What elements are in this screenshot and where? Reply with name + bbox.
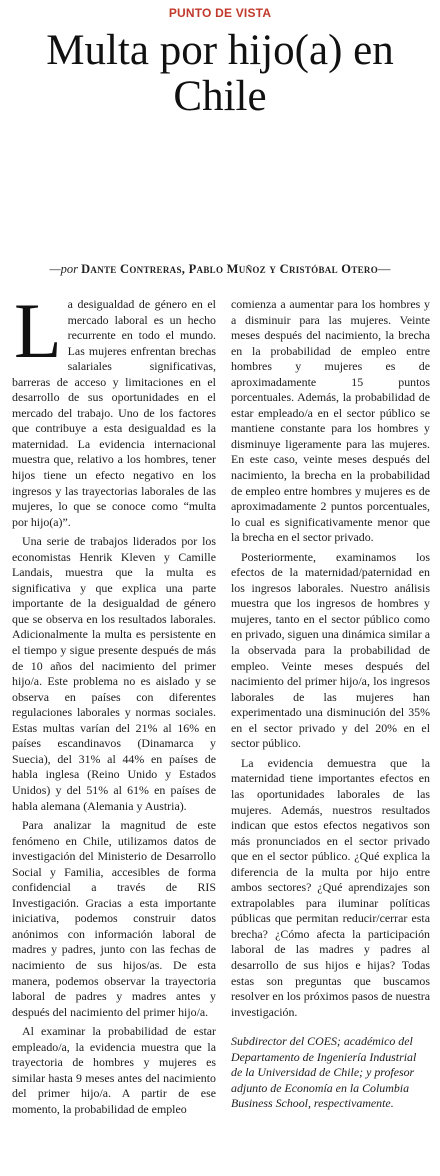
article-paragraph: Posteriormente, examinamos los efectos de la maternidad/paternidad en los ingresos laborales. Nuestro análisis muestra que los ingresos de hombres y mujeres, tanto en el sector público como en privado, siguen una dinámica similar a la observada para la probabilidad de empleo. Veinte meses después del nacimiento del primer hijo/a, los ingresos laborales de las mujeres han experimentado una disminución del 35% en el sector privado y del 20% en el sector público.	[231, 549, 430, 751]
article-paragraph: Al examinar la probabilidad de estar empleado/a, la evidencia muestra que la trayectoria de hombres y mujeres es similar hasta 9 meses antes del nacimiento del primer hijo/a. A partir de ese momento, la probabilidad de empleo	[12, 1024, 216, 1116]
article-column-left	[12, 287, 216, 1121]
byline-authors: Dante Contreras, Pablo Muñoz y Cristóbal Otero	[81, 262, 379, 276]
article-paragraph: La evidencia demuestra que la maternidad tiene importantes efectos en las oportunidades laborales de las mujeres. Además, nuestros resultados indican que estos efectos negativos son más pronunciados en el sector privado que en el sector público. ¿Qué explica la diferencia de la multa por hijo entre ambos sectores? ¿Qué aprendizajes son extrapolables para iluminar políticas públicas que permitan reducir/cerrar esta brecha? ¿Cómo afecta la participación laboral de las madres y padres al desarrollo de sus hijos e hijas? Todas estas son preguntas que buscamos resolver en los próximos pasos de nuestra investigación.	[231, 755, 430, 1019]
article-column-right	[231, 297, 430, 1116]
byline	[0, 262, 440, 277]
article-paragraph: Para analizar la magnitud de este fenómeno en Chile, utilizamos datos de investigación del Ministerio de Desarrollo Social y Familia, accesibles de forma confidencial a través de RIS Investigación. Gracias a esta importante iniciativa, podemos construir datos anónimos con información laboral de madres y padres, junto con las fechas de nacimiento de sus hijos/as. De esta manera, podemos observar la trayectoria laboral de padres y madres antes y después del nacimiento del primer hijo/a.	[12, 818, 216, 1019]
article-headline: Multa por hijo(a) en Chile	[46, 27, 394, 120]
paragraph-text: a desigualdad de género en el mercado laboral es un hecho recurrente en todo el mundo. Las mujeres enfrentan brechas salariales significativas, barreras de acceso y limitaciones en el desarrollo de sus oportunidades en el mercado del trabajo. Uno de los factores que contribuye a esta desigualdad es la maternidad. La evidencia internacional muestra que, relativo a los hombres, tener hijos tiene un efecto negativo en los ingresos y las trayectorias laborales de las mujeres, lo que se conoce como “multa por hijo(a)”.	[12, 297, 216, 529]
article-paragraph: comienza a aumentar para los hombres y a disminuir para las mujeres. Veinte meses después del nacimiento, la brecha en la probabilidad de empleo entre hombres y mujeres es de aproximadamente 15 puntos porcentuales. Además, la probabilidad de estar empleado/a en el sector público se mantiene constante para los hombres y disminuye ligeramente para las mujeres. En este caso, veinte meses después del nacimiento, la brecha en la probabilidad de empleo entre hombres y mujeres es de aproximadamente 2 puntos porcentuales, lo cual es significativamente menor que la brecha en el sector privado.	[231, 297, 430, 545]
article-paragraph: Una serie de trabajos liderados por los economistas Henrik Kleven y Camille Landais, muestra que la multa es significativa y que explica una parte importante de la desigualdad de género que se observa en los resultados laborales. Adicionalmente la multa es persistente en el tiempo y sigue presente después de más de 10 años del nacimiento del primer hijo/a. Este problema no es aislado y se observa en países con diferentes regulaciones laborales y normas sociales. Estas multas varían del 21% al 16% en países escandinavos (Dinamarca y Suecia), del 31% al 44% en países de habla inglesa (Reino Unido y Estados Unidos) y del 51% al 61% en países de habla alemana (Alemania y Austria).	[12, 534, 216, 813]
article-paragraph	[12, 287, 216, 530]
drop-cap: L	[14, 287, 62, 374]
author-credit: Subdirector del COES; académico del Departamento de Ingeniería Industrial de la Universidad de Chile; y profesor adjunto de Economía en la Columbia Business School, respectivamente.	[231, 1034, 417, 1111]
section-kicker: PUNTO DE VISTA	[168, 6, 272, 20]
byline-prefix: —por	[49, 262, 78, 276]
byline-suffix: —	[378, 262, 391, 276]
